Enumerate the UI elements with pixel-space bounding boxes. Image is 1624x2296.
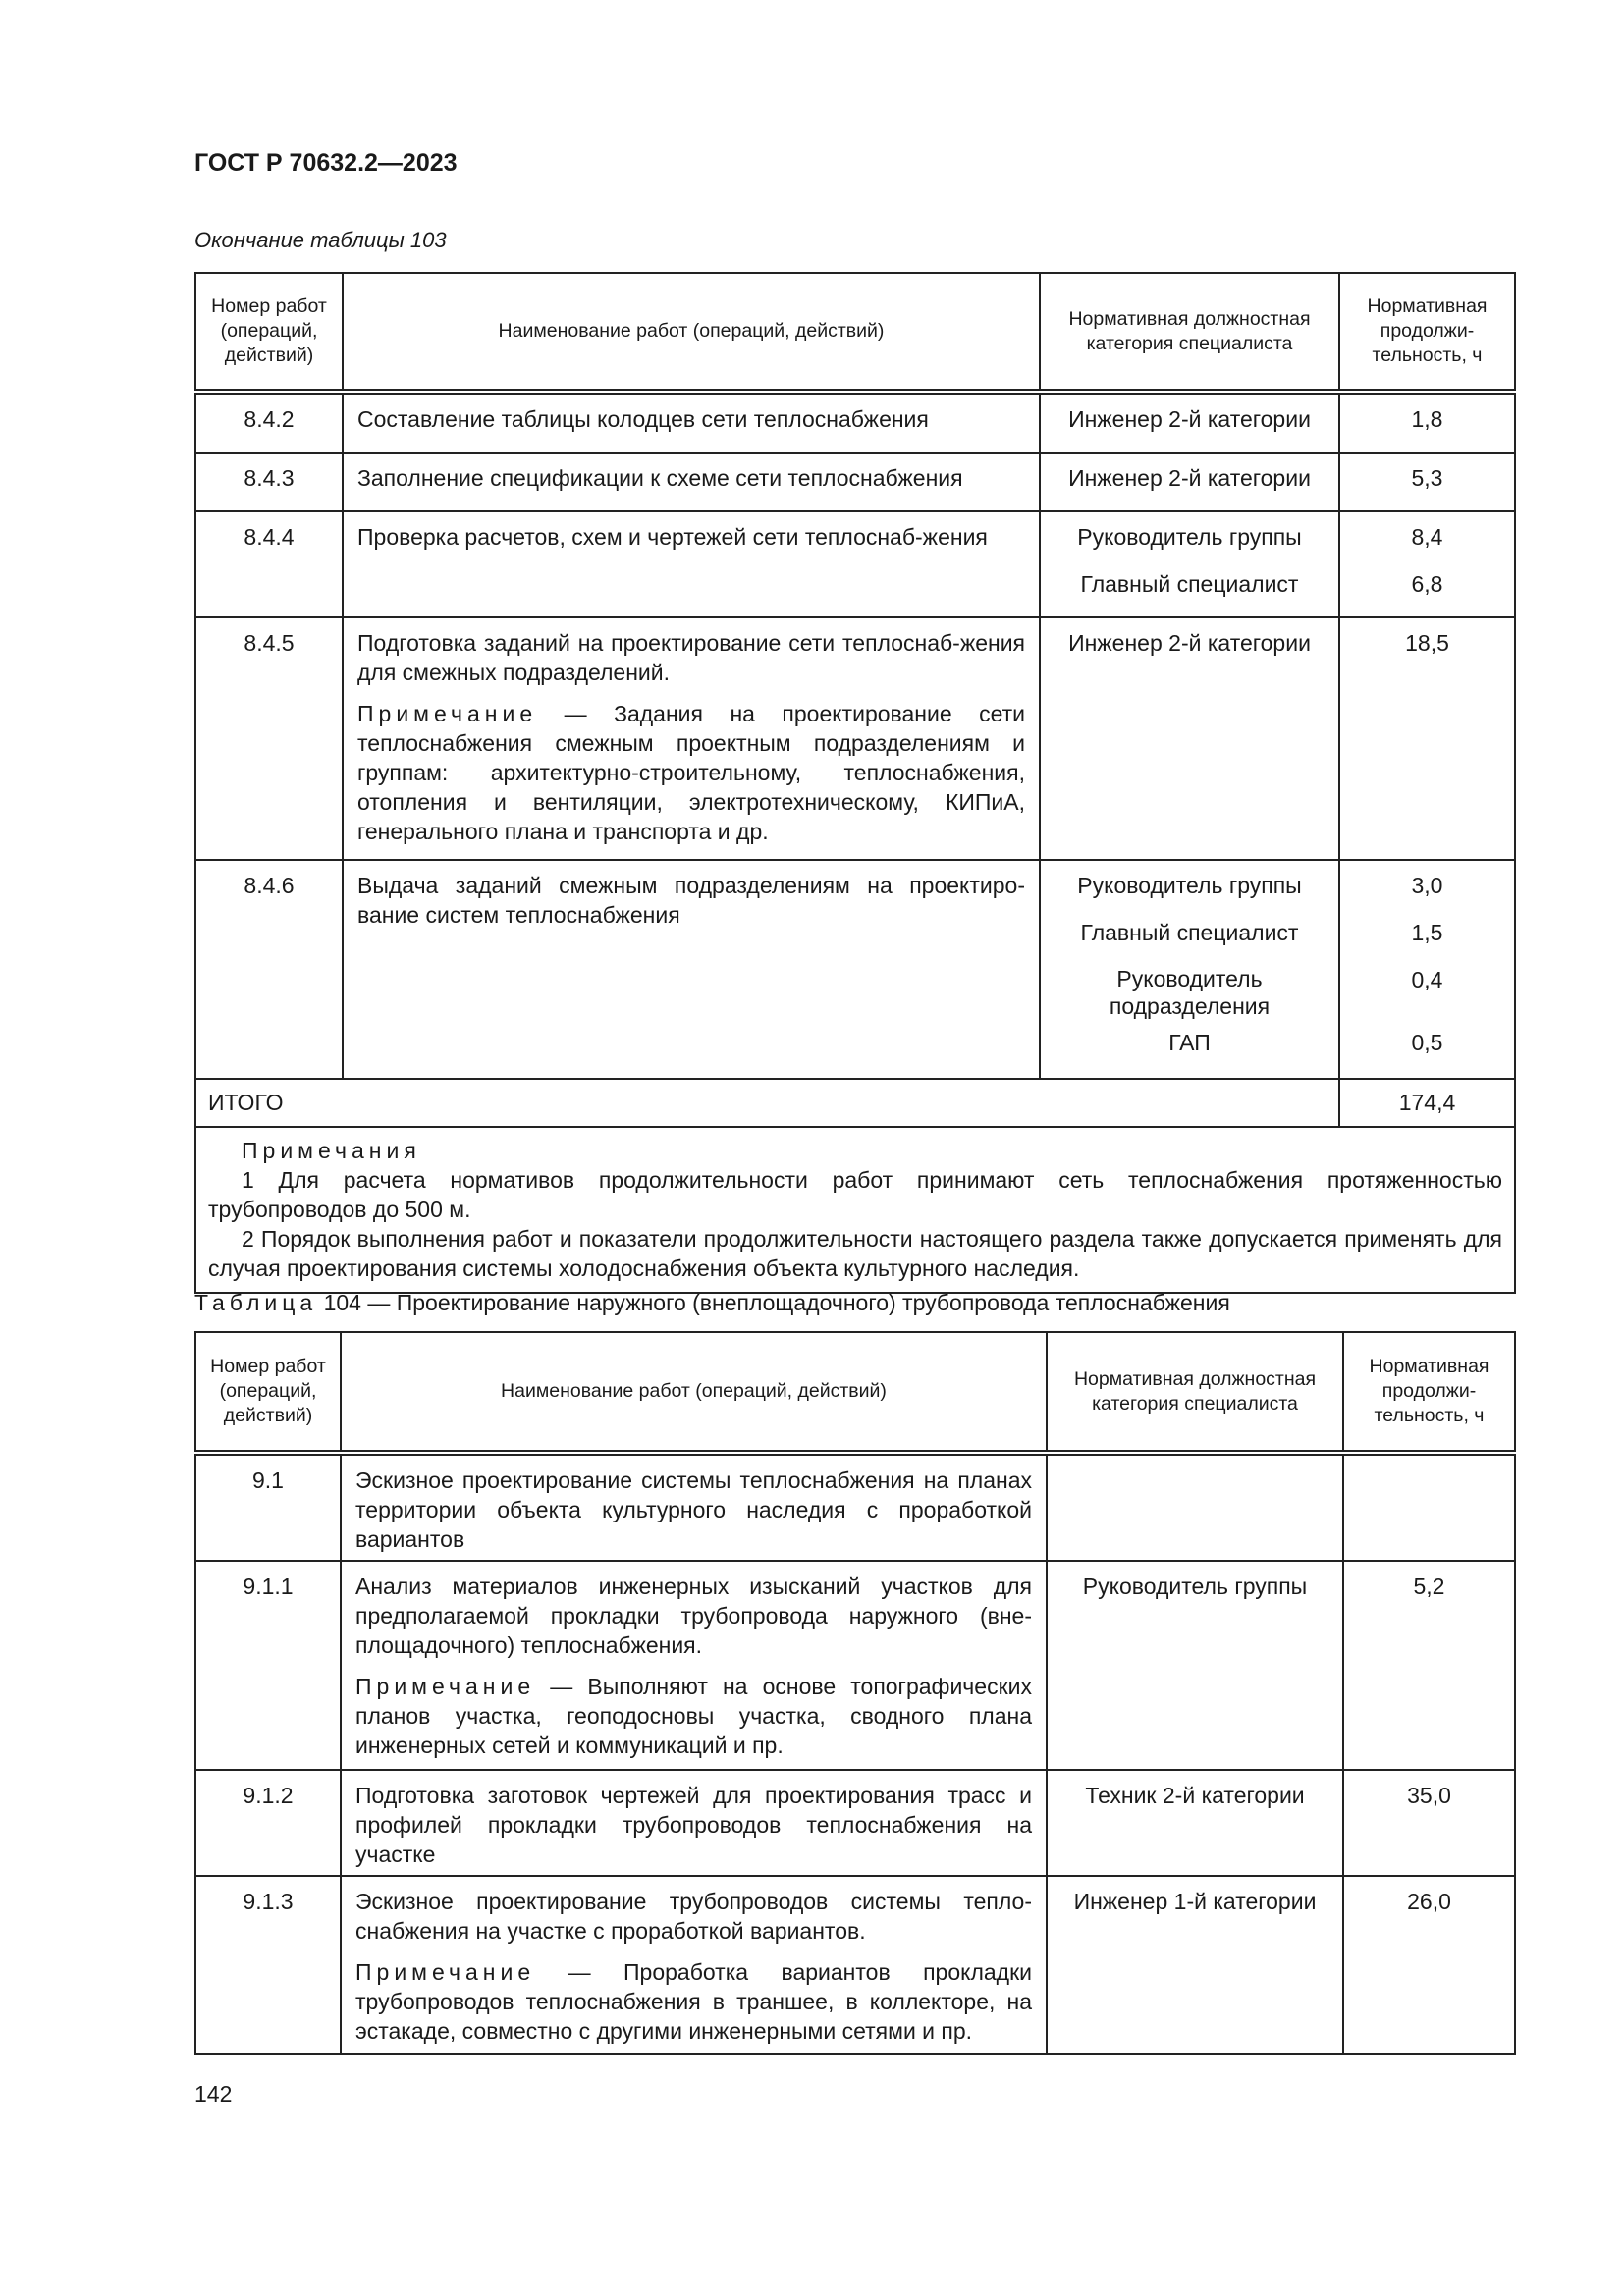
duration-value: 26,0 xyxy=(1407,1889,1451,1914)
note-text: — Проработка вариантов прокладки трубопроводов теплоснабжения в траншее, в коллекторе, на эстакаде, совместно с другими инженерными сетями и пр. xyxy=(355,1959,1032,2044)
table-row xyxy=(195,1770,1515,1876)
table-row xyxy=(195,453,1515,511)
row-note xyxy=(355,1672,1032,1760)
note-label: Примечание xyxy=(357,701,538,726)
row-number: 8.4.3 xyxy=(195,453,343,511)
specialist-category: Инженер 2-й категории xyxy=(1068,630,1311,656)
work-name: Эскизное проектирование системы теплоснабжения на планах территории объекта культурного наследия с проработкой вариантов xyxy=(355,1468,1032,1552)
total-value: 174,4 xyxy=(1339,1079,1515,1127)
row-specialist xyxy=(1040,860,1339,1079)
caption-label: Таблица xyxy=(194,1290,318,1315)
row-number: 8.4.6 xyxy=(195,860,343,1079)
duration-value: 1,8 xyxy=(1411,406,1443,432)
row-specialist xyxy=(1047,1770,1343,1876)
specialist-category: Руководитель группы xyxy=(1077,873,1302,898)
col-header-specialist: Нормативная должностная категория специалиста xyxy=(1040,273,1339,392)
specialist-category: Главный специалист xyxy=(1080,920,1299,945)
notes-title: Примечания xyxy=(242,1138,421,1163)
duration-value: 5,3 xyxy=(1411,465,1443,491)
row-note xyxy=(355,1957,1032,2046)
duration-value xyxy=(1344,1466,1514,1513)
row-specialist xyxy=(1040,392,1339,453)
table-103 xyxy=(194,272,1516,1294)
row-specialist xyxy=(1047,1453,1343,1561)
table-row xyxy=(195,392,1515,453)
table-notes xyxy=(195,1127,1515,1293)
specialist-category: Главный специалист xyxy=(1080,571,1299,597)
row-specialist xyxy=(1047,1561,1343,1770)
note-text: — Задания на проектирование сети теплоснабжения смежным проектным подразделениям и группам: архитектурно-строительному, теплоснабжения, отопления и вентиляции, электротехническому, КИПиА, генерального плана и транспорта и др. xyxy=(357,701,1025,844)
col-header-duration: Нормативная продолжи-тельность, ч xyxy=(1343,1332,1515,1453)
row-duration xyxy=(1343,1453,1515,1561)
row-duration xyxy=(1339,617,1515,860)
specialist-category: Руководитель подразделения xyxy=(1109,966,1271,1019)
duration-value: 0,4 xyxy=(1411,967,1443,992)
note-label: Примечание xyxy=(355,1674,536,1699)
table-row xyxy=(195,1876,1515,2054)
work-name: Проверка расчетов, схем и чертежей сети теплоснаб-жения xyxy=(357,524,988,550)
duration-value: 5,2 xyxy=(1413,1574,1445,1599)
duration-value: 18,5 xyxy=(1405,630,1449,656)
specialist-category: Инженер 1-й категории xyxy=(1073,1889,1317,1914)
work-name: Эскизное проектирование трубопроводов системы тепло-снабжения на участке с проработкой вариантов. xyxy=(355,1889,1032,1944)
row-name xyxy=(343,453,1040,511)
duration-value: 0,5 xyxy=(1411,1030,1443,1055)
work-name: Составление таблицы колодцев сети теплоснабжения xyxy=(357,406,929,432)
row-name xyxy=(343,617,1040,860)
specialist-category: Руководитель группы xyxy=(1077,524,1302,550)
row-name xyxy=(343,860,1040,1079)
row-duration xyxy=(1339,453,1515,511)
row-name xyxy=(341,1453,1047,1561)
col-header-number: Номер работ (операций, действий) xyxy=(195,1332,341,1453)
row-duration xyxy=(1339,511,1515,617)
work-name: Подготовка заданий на проектирование сети теплоснаб-жения для смежных подразделений. xyxy=(357,630,1025,685)
col-header-name: Наименование работ (операций, действий) xyxy=(343,273,1040,392)
row-name xyxy=(341,1561,1047,1770)
row-name xyxy=(343,511,1040,617)
specialist-category: Инженер 2-й категории xyxy=(1068,406,1311,432)
caption-text: 104 — Проектирование наружного (внеплощадочного) трубопровода теплоснабжения xyxy=(317,1290,1230,1315)
row-number: 9.1.3 xyxy=(195,1876,341,2054)
row-specialist xyxy=(1040,453,1339,511)
row-number: 9.1 xyxy=(195,1453,341,1561)
table-row xyxy=(195,511,1515,617)
duration-value: 8,4 xyxy=(1411,524,1443,550)
duration-value: 6,8 xyxy=(1411,571,1443,597)
row-duration xyxy=(1339,392,1515,453)
document-code: ГОСТ Р 70632.2—2023 xyxy=(194,149,458,177)
col-header-duration: Нормативная продолжи-тельность, ч xyxy=(1339,273,1515,392)
col-header-name: Наименование работ (операций, действий) xyxy=(341,1332,1047,1453)
duration-value: 35,0 xyxy=(1407,1783,1451,1808)
row-specialist xyxy=(1040,511,1339,617)
row-number: 9.1.2 xyxy=(195,1770,341,1876)
col-header-specialist: Нормативная должностная категория специалиста xyxy=(1047,1332,1343,1453)
table-row xyxy=(195,860,1515,1079)
specialist-category: Руководитель группы xyxy=(1082,1574,1308,1599)
row-duration xyxy=(1339,860,1515,1079)
work-name: Анализ материалов инженерных изысканий участков для предполагаемой прокладки трубопровода наружного (вне-площадочного) теплоснабжения. xyxy=(355,1574,1032,1658)
total-label: ИТОГО xyxy=(195,1079,1339,1127)
row-name xyxy=(341,1770,1047,1876)
table-continuation-label: Окончание таблицы 103 xyxy=(194,228,447,252)
work-name: Заполнение спецификации к схеме сети теплоснабжения xyxy=(357,465,963,491)
row-specialist xyxy=(1047,1876,1343,2054)
row-specialist xyxy=(1040,617,1339,860)
row-name xyxy=(343,392,1040,453)
table-row xyxy=(195,617,1515,860)
row-number: 8.4.5 xyxy=(195,617,343,860)
row-number: 8.4.2 xyxy=(195,392,343,453)
page-number: 142 xyxy=(194,2081,233,2107)
row-name xyxy=(341,1876,1047,2054)
note-label: Примечание xyxy=(355,1959,536,1985)
note-2: 2 Порядок выполнения работ и показатели продолжительности настоящего раздела также допускается применять для случая проектирования системы холодоснабжения объекта культурного наследия. xyxy=(208,1226,1502,1281)
row-number: 8.4.4 xyxy=(195,511,343,617)
specialist-category: ГАП xyxy=(1168,1030,1211,1055)
work-name: Выдача заданий смежным подразделениям на проектиро-вание систем теплоснабжения xyxy=(357,873,1025,928)
row-duration xyxy=(1343,1561,1515,1770)
col-header-number: Номер работ (операций, действий) xyxy=(195,273,343,392)
duration-value: 3,0 xyxy=(1411,873,1443,898)
specialist-category: Техник 2-й категории xyxy=(1085,1783,1305,1808)
note-1: 1 Для расчета нормативов продолжительности работ принимают сеть теплоснабжения протяженностью трубопроводов до 500 м. xyxy=(208,1167,1502,1222)
duration-value: 1,5 xyxy=(1411,920,1443,945)
table-104 xyxy=(194,1331,1516,2055)
row-duration xyxy=(1343,1770,1515,1876)
specialist-category: Инженер 2-й категории xyxy=(1068,465,1311,491)
row-duration xyxy=(1343,1876,1515,2054)
table-row xyxy=(195,1561,1515,1770)
table-row xyxy=(195,1453,1515,1561)
table-104-caption xyxy=(194,1290,1230,1316)
row-number: 9.1.1 xyxy=(195,1561,341,1770)
work-name: Подготовка заготовок чертежей для проектирования трасс и профилей прокладки трубопроводов теплоснабжения на участке xyxy=(355,1783,1032,1867)
row-note xyxy=(357,699,1025,846)
specialist-category xyxy=(1048,1466,1342,1513)
note-text: — Выполняют на основе топографических планов участка, геоподосновы участка, сводного плана инженерных сетей и коммуникаций и пр. xyxy=(355,1674,1032,1758)
